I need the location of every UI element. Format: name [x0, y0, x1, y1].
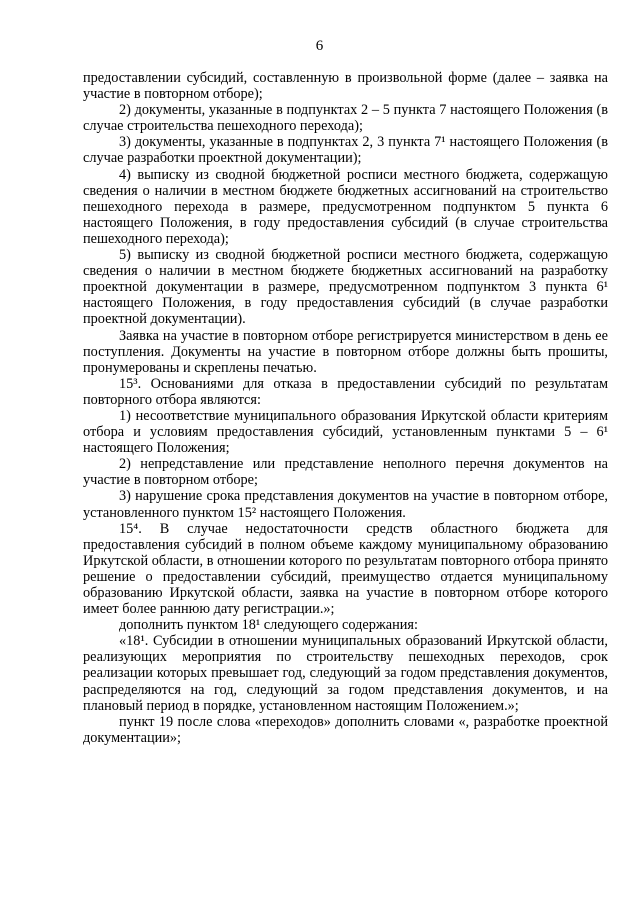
paragraph: Заявка на участие в повторном отборе регистрируется министерством в день ее поступления. Документы на участие в повторном отборе должны быть прошиты, пронумерованы и скреплены печатью.: [83, 327, 608, 376]
document-body: [83, 70, 608, 746]
page-number: 6: [315, 38, 324, 54]
paragraph: 1) несоответствие муниципального образования Иркутской области критериям отбора и условиям предоставления субсидий, установленным пунктами 5 – 6¹ настоящего Положения;: [83, 407, 608, 457]
paragraph: дополнить пунктом 18¹ следующего содержания:: [119, 617, 418, 634]
paragraph: 2) документы, указанные в подпунктах 2 – 5 пункта 7 настоящего Положения (в случае строительства пешеходного перехода);: [83, 102, 608, 135]
paragraph: 15³. Основаниями для отказа в предоставлении субсидий по результатам повторного отбора являются:: [83, 375, 608, 408]
paragraph: «18¹. Субсидии в отношении муниципальных образований Иркутской области, реализующих мероприятия по строительству пешеходных переходов, срок реализации которых превышает год, следующий за годом представления документов, распределяются на год, следующий за годом представления документов, и на плановый период в порядке, установленном настоящим Положением.»;: [83, 633, 608, 714]
paragraph: предоставлении субсидий, составленную в произвольной форме (далее – заявка на участие в повторном отборе);: [83, 70, 608, 103]
paragraph: 4) выписку из сводной бюджетной росписи местного бюджета, содержащую сведения о наличии в местном бюджете бюджетных ассигнований на строительство пешеходного перехода в размере, предусмотренном подпунктом 5 пункта 6 настоящего Положения, в году предоставления субсидий (в случае строительства пешеходного перехода);: [83, 166, 608, 247]
paragraph: 5) выписку из сводной бюджетной росписи местного бюджета, содержащую сведения о наличии в местном бюджете бюджетных ассигнований на разработку проектной документации в размере, предусмотренном подпунктом 3 пункта 6¹ настоящего Положения, в году предоставления субсидий (в случае разработки проектной документации).: [83, 247, 608, 328]
paragraph: пункт 19 после слова «переходов» дополнить словами «, разработке проектной документации»;: [83, 713, 608, 746]
paragraph: 2) непредставление или представление неполного перечня документов на участие в повторном отборе;: [83, 456, 608, 489]
paragraph: 3) документы, указанные в подпунктах 2, 3 пункта 7¹ настоящего Положения (в случае разработки проектной документации);: [83, 134, 608, 167]
paragraph: 3) нарушение срока представления документов на участие в повторном отборе, установленного пунктом 15² настоящего Положения.: [83, 488, 608, 521]
paragraph: 15⁴. В случае недостаточности средств областного бюджета для предоставления субсидий в полном объеме каждому муниципальному образованию Иркутской области, в отношении которого по результатам повторного отбора принято решение о предоставлении субсидий, преимущество отдается муниципальному образованию Иркутской области, заявка на участие в повторном отборе которого имеет более раннюю дату регистрации.»;: [83, 520, 608, 618]
